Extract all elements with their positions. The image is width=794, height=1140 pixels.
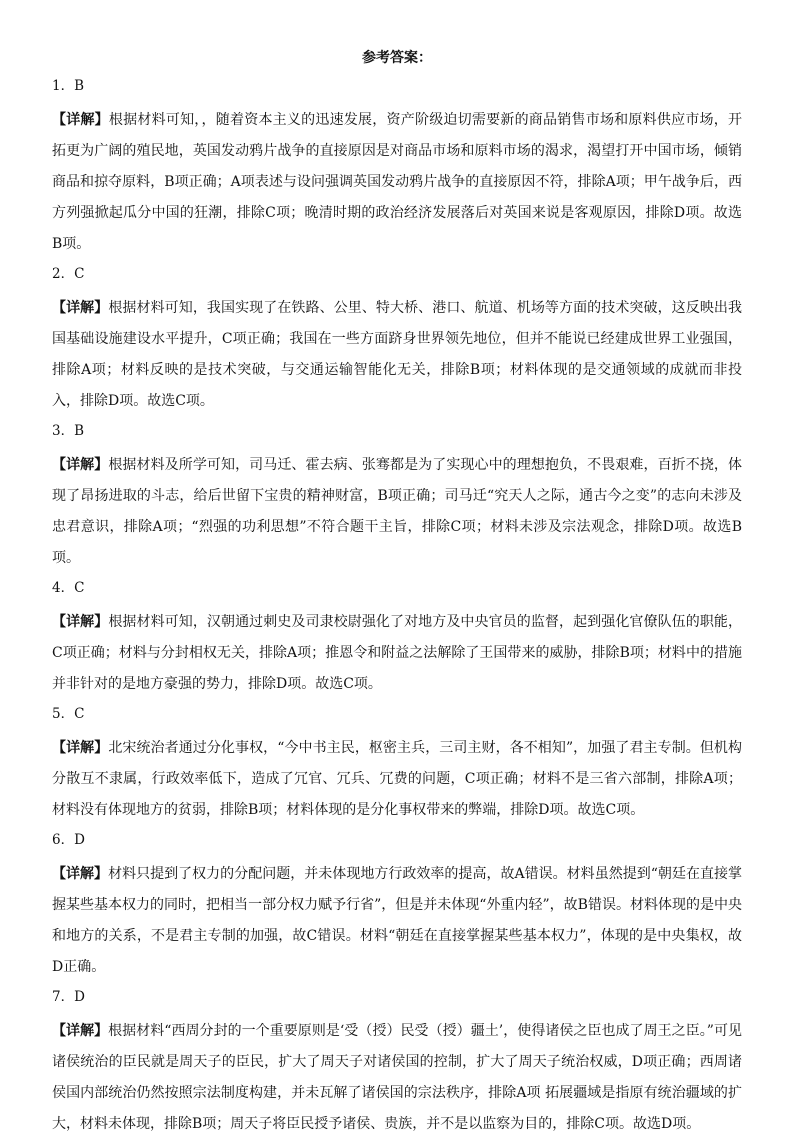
question-number: 4．C	[52, 580, 85, 596]
detail-tag: 【详解】	[52, 866, 109, 882]
explanation-text: 根据材料及所学可知，司马迁、霍去病、张骞都是为了实现心中的理想抱负，不畏艰难，百折不挠，体现了昂扬进取的斗志，给后世留下宝贵的精神财富，B项正确；司马迁“究天人之际，通古今之变”的志向未涉及忠君意识，排除A项；“烈强的功利思想”不符合题干主旨，排除C项；材料未涉及宗法观念，排除D项。故选B项。	[52, 457, 743, 566]
answer-explanation	[52, 450, 742, 574]
answer-explanation	[52, 607, 742, 700]
detail-tag: 【详解】	[52, 300, 109, 316]
answer-explanation	[52, 733, 742, 826]
question-number: 5．C	[52, 706, 85, 722]
explanation-text: 根据材料可知，我国实现了在铁路、公里、特大桥、港口、航道、机场等方面的技术突破，这反映出我国基础设施建设水平提升，C项正确；我国在一些方面跻身世界领先地位，但并不能说已经建成世界工业强国，排除A项；材料反映的是技术突破，与交通运输智能化无关，排除B项；材料体现的是交通领域的成就而非投入，排除D项。故选C项。	[52, 300, 743, 409]
question-number: 1．B	[52, 78, 85, 94]
answer-item-2	[52, 264, 742, 417]
detail-tag: 【详解】	[52, 1023, 109, 1039]
question-number: 2．C	[52, 266, 85, 282]
question-number: 6．D	[52, 832, 85, 848]
answer-item-7	[52, 987, 742, 1140]
answer-item-1	[52, 76, 742, 260]
explanation-text: 根据材料可知，，随着资本主义的迅速发展，资产阶级迫切需要新的商品销售市场和原料供应市场，开拓更为广阔的殖民地，英国发动鸦片战争的直接原因是对商品市场和原料市场的渴求，渴望打开中国市场，倾销商品和掠夺原料，B项正确；A项表述与设问强调英国发动鸦片战争的直接原因不符，排除A项；甲午战争后，西方列强掀起瓜分中国的狂潮，排除C项；晚清时期的政治经济发展落后对英国来说是客观原因，排除D项。故选B项。	[52, 112, 743, 252]
answer-item-6	[52, 830, 742, 983]
answer-item-4	[52, 578, 742, 700]
answer-explanation	[52, 105, 742, 260]
question-number: 7．D	[52, 989, 85, 1005]
detail-tag: 【详解】	[52, 112, 109, 128]
answer-item-3	[52, 421, 742, 574]
answer-explanation	[52, 1016, 742, 1140]
explanation-text: 北宋统治者通过分化事权，“今中书主民，枢密主兵，三司主财，各不相知”，加强了君主专制。但机构分散互不隶属，行政效率低下，造成了冗官、冗兵、冗费的问题，C项正确；材料不是三省六部制，排除A项；材料没有体现地方的贫弱，排除B项；材料体现的是分化事权带来的弊端，排除D项。故选C项。	[52, 740, 743, 818]
page-title: 参考答案：	[362, 50, 432, 66]
detail-tag: 【详解】	[52, 614, 109, 630]
explanation-text: 根据材料可知，汉朝通过刺史及司隶校尉强化了对地方及中央官员的监督，起到强化官僚队伍的职能，C项正确；材料与分封相权无关，排除A项；推恩令和附益之法解除了王国带来的威胁，排除B项；材料中的措施并非针对的是地方豪强的势力，排除D项。故选C项。	[52, 614, 743, 692]
detail-tag: 【详解】	[52, 457, 109, 473]
question-number: 3．B	[52, 423, 85, 439]
detail-tag: 【详解】	[52, 740, 109, 756]
explanation-text: 根据材料“西周分封的一个重要原则是‘受（授）民受（授）疆土’，使得诸侯之臣也成了周王之臣。”可见诸侯统治的臣民就是周天子的臣民，扩大了周天子对诸侯国的控制，扩大了周天子统治权威，D项正确；西周诸侯国内部统治仍然按照宗法制度构建，并未瓦解了诸侯国的宗法秩序，排除A项 拓展疆域是指原有统治疆域的扩大，材料未体现，排除B项；周天子将臣民授予诸侯、贵族，并不是以监察为目的，排除C项。故选D项。	[52, 1023, 742, 1132]
explanation-text: 材料只提到了权力的分配问题，并未体现地方行政效率的提高，故A错误。材料虽然提到“朝廷在直接掌握某些基本权力的同时，把相当一部分权力赋予行省”，但是并未体现“外重内轻”，故B错误。材料体现的是中央和地方的关系，不是君主专制的加强，故C错误。材料“朝廷在直接掌握某些基本权力”，体现的是中央集权，故D正确。	[52, 866, 743, 975]
answer-explanation	[52, 293, 742, 417]
answer-item-5	[52, 704, 742, 826]
answer-explanation	[52, 859, 742, 983]
